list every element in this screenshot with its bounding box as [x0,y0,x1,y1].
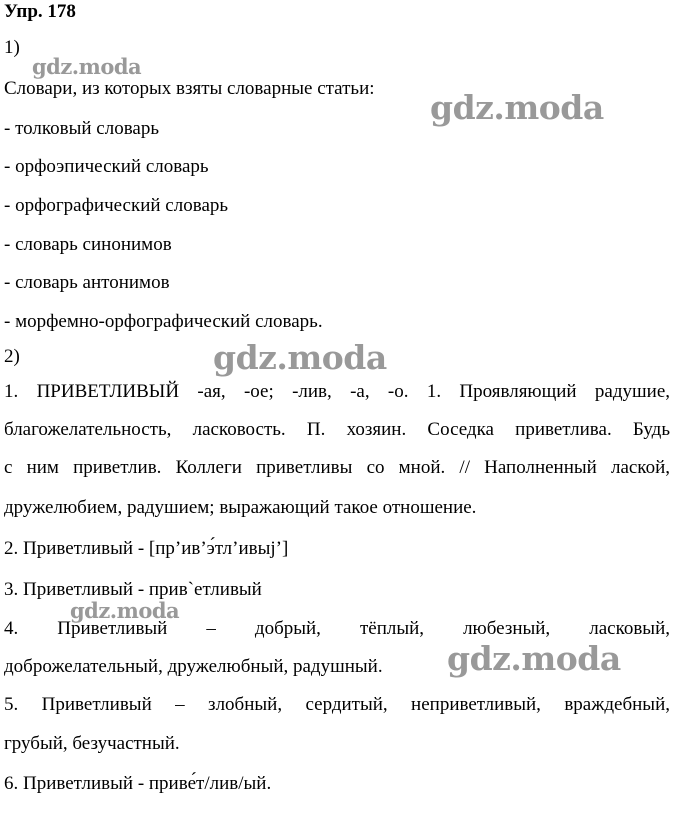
dictionary-item: - словарь антонимов [4,272,170,293]
watermark: gdz.moda [70,598,180,623]
section-1-marker: 1) [4,37,20,58]
dictionary-item: - морфемно-орфографический словарь. [4,311,323,332]
entry-3-spelling: 3. Приветливый - прив`етливый [4,579,262,600]
entry-4-synonyms: доброжелательный, дружелюбный, радушный. [4,656,383,677]
dictionary-item: - орфоэпический словарь [4,156,209,177]
dictionary-item: - орфографический словарь [4,195,229,216]
entry-1-line: 1. ПРИВЕТЛИВЫЙ -ая, -ое; -лив, -а, -о. 1. Проявляющий радушие, [4,381,670,402]
section-2-marker: 2) [4,346,20,367]
entry-1-line: дружелюбием, радушием; выражающий такое отношение. [4,497,477,518]
watermark: gdz.moda [447,639,621,678]
entry-1-line: благожелательность, ласковость. П. хозяин. Соседка приветлива. Будь [4,419,670,440]
entry-5-antonyms: грубый, безучастный. [4,733,180,754]
section-1-intro: Словари, из которых взяты словарные статьи: [4,78,375,99]
entry-2-transcription: 2. Приветливый - [пр’ив’э́тл’ивыj’] [4,538,289,559]
entry-6-morphemes: 6. Приветливый - приве́т/лив/ый. [4,773,272,794]
watermark: gdz.moda [32,54,142,79]
dictionary-item: - словарь синонимов [4,234,172,255]
dictionary-item: - толковый словарь [4,118,160,139]
entry-1-line: с ним приветлив. Коллеги приветливы со мной. // Наполненный лаской, [4,457,670,478]
entry-5-antonyms: 5. Приветливый – злобный, сердитый, неприветливый, враждебный, [4,694,670,715]
entry-4-synonyms: 4. Приветливый – добрый, тёплый, любезный, ласковый, [4,618,670,639]
exercise-heading: Упр. 178 [4,1,76,22]
watermark: gdz.moda [430,88,604,127]
watermark: gdz.moda [213,338,387,377]
